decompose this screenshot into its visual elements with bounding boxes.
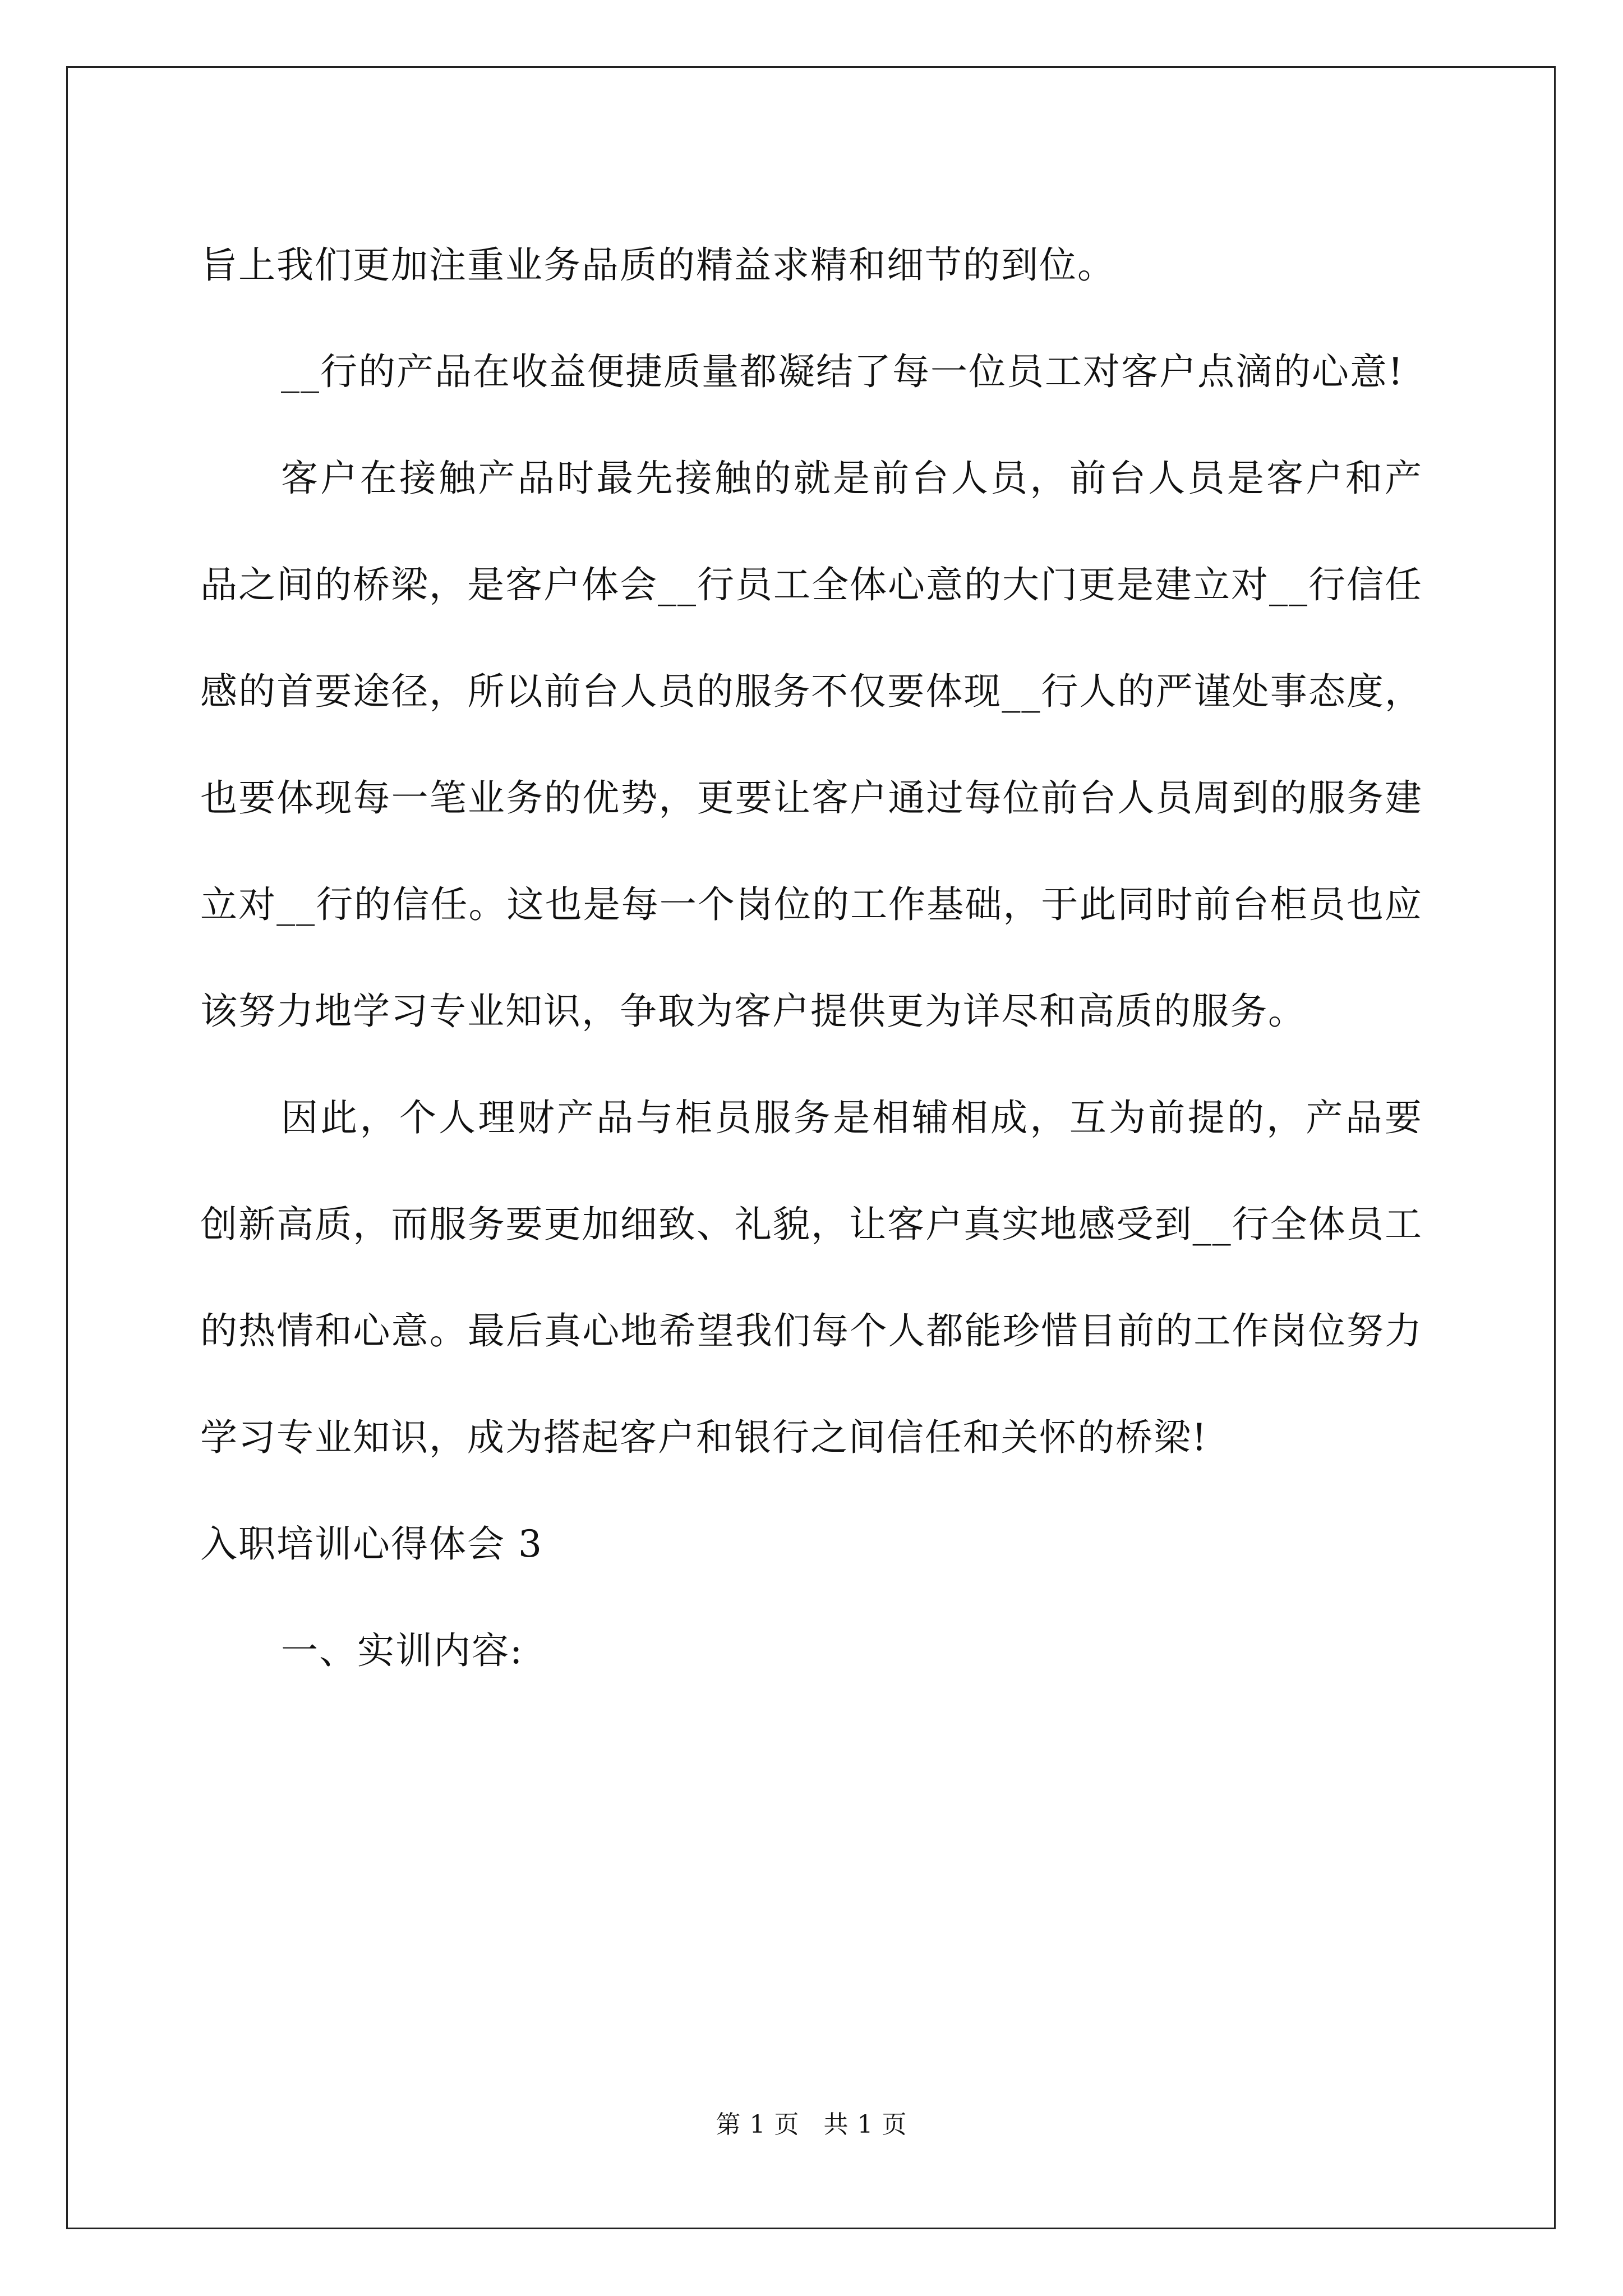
paragraph-1: 旨上我们更加注重业务品质的精益求精和细节的到位。: [200, 243, 1115, 287]
section-title: 入职培训心得体会 3: [200, 1522, 543, 1566]
document-body: [200, 212, 1423, 1704]
page-total: 共 1 页: [823, 2110, 907, 2139]
paragraph-3: 客户在接触产品时最先接触的就是前台人员，前台人员是客户和产品之间的桥梁，是客户体会__行员工全体心意的大门更是建立对__行信任感的首要途径，所以前台人员的服务不仅要体现__行人的严谨处事态度，也要体现每一笔业务的优势，更要让客户通过每位前台人员周到的服务建立对__行的信任。这也是每一个岗位的工作基础，于此同时前台柜员也应该努力地学习专业知识，争取为客户提供更为详尽和高质的服务。: [200, 457, 1423, 1033]
paragraph-2: __行的产品在收益便捷质量都凝结了每一位员工对客户点滴的心意!: [281, 350, 1404, 393]
page-footer: [0, 2108, 1623, 2142]
subheading: 一、实训内容:: [281, 1629, 524, 1672]
paragraph-4: 因此，个人理财产品与柜员服务是相辅相成，互为前提的，产品要创新高质，而服务要更加细致、礼貌，让客户真实地感受到__行全体员工的热情和心意。最后真心地希望我们每个人都能珍惜目前的工作岗位努力学习专业知识，成为搭起客户和银行之间信任和关怀的桥梁!: [200, 1096, 1423, 1459]
page-number: 第 1 页: [716, 2110, 800, 2139]
